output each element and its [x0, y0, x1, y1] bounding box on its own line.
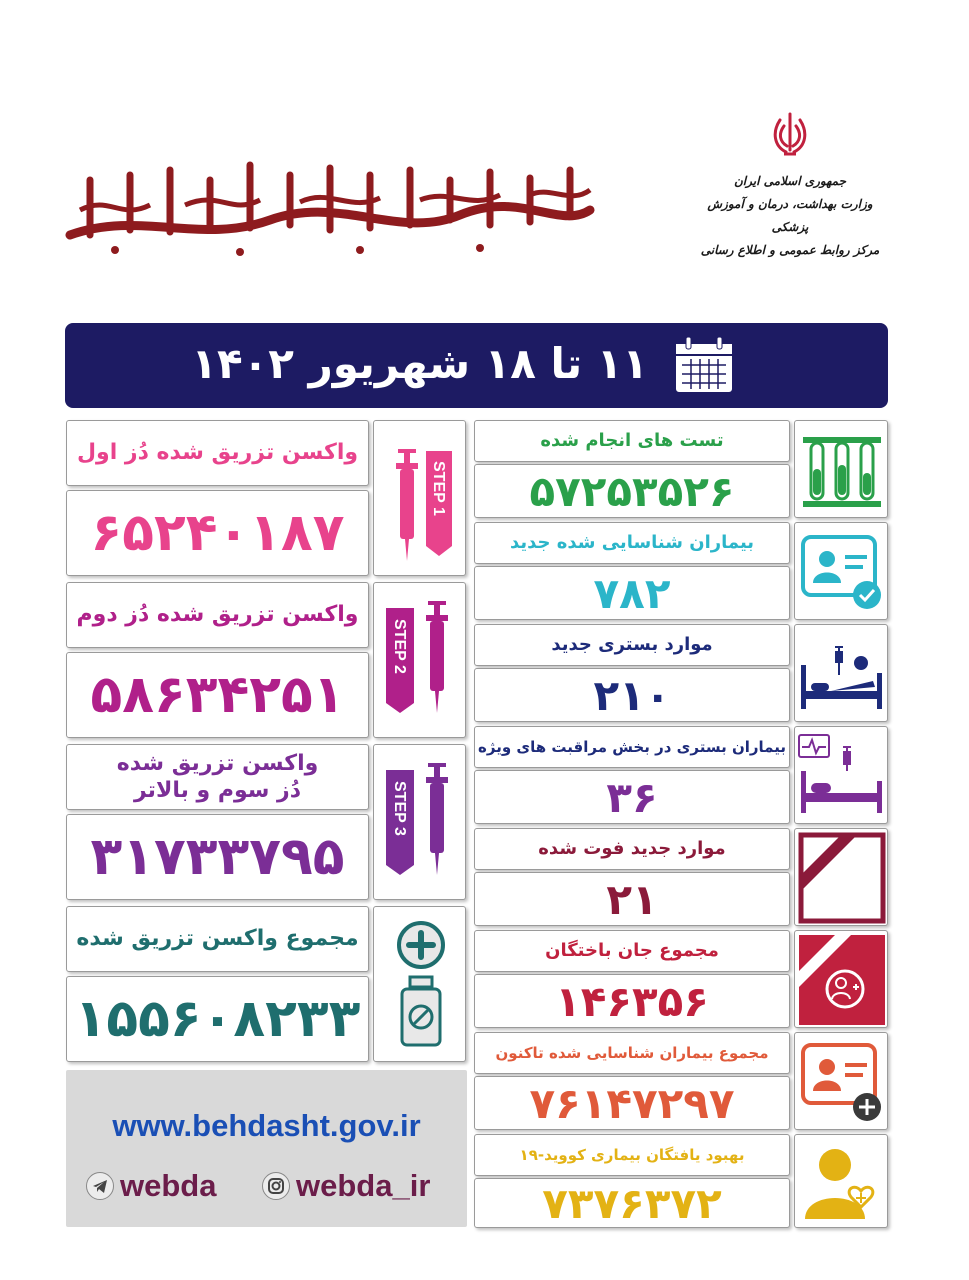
vaccine-dose3-label-line1: واکسن تزریق شده [116, 750, 319, 776]
instagram-icon [262, 1172, 290, 1200]
stat-hospitalized-value: ۲۱۰ [474, 668, 790, 722]
step2-text: STEP 2 [391, 619, 408, 674]
patient-id-plus-icon [795, 1033, 889, 1131]
stat-total-deaths-icon-box [794, 930, 888, 1028]
stat-new-cases-icon-box [794, 522, 888, 620]
telegram-handle[interactable] [86, 1168, 216, 1204]
telegram-handle-text: webda [120, 1168, 217, 1203]
stat-tests-label [474, 420, 790, 462]
instagram-handle-text: webda_ir [296, 1168, 431, 1203]
stat-hospitalized-label [474, 624, 790, 666]
test-tubes-icon [795, 421, 889, 519]
stat-recovered-label [474, 1134, 790, 1176]
stat-recovered-icon-box [794, 1134, 888, 1228]
calendar-icon [672, 335, 738, 397]
footer-contact [66, 1070, 467, 1227]
stat-tests-value: ۵۷۲۵۳۵۲۶ [474, 464, 790, 518]
stat-total-cases-value: ۷۶۱۴۷۲۹۷ [474, 1076, 790, 1130]
vaccine-dose1-value: ۶۵۲۴۰۱۸۷ [66, 490, 369, 576]
stat-new-deaths-icon-box [794, 828, 888, 926]
ministry-line-3: مرکز روابط عمومی و اطلاع رسانی [700, 243, 880, 257]
stat-hospitalized-label-text: موارد بستری جدید [551, 633, 713, 655]
calligraphy-logo [60, 150, 600, 270]
syringe-icon [374, 421, 467, 577]
mourning-ribbon-icon [795, 829, 889, 927]
stat-icu-label-text: بیماران بستری در بخش مراقبت های ویژه [478, 737, 786, 756]
stat-total-deaths-label [474, 930, 790, 972]
step1-badge [373, 420, 466, 576]
ministry-line-2: وزارت بهداشت، درمان و آموزش پزشکی [707, 197, 873, 234]
stat-recovered-label-text: بهبود یافتگان بیماری کووید-۱۹ [519, 1145, 745, 1164]
vaccine-dose3-value: ۳۱۷۳۳۷۹۵ [66, 814, 369, 900]
stat-total-cases-label [474, 1032, 790, 1074]
ministry-line-1: جمهوری اسلامی ایران [733, 174, 847, 188]
vaccine-dose2-label: واکسن تزریق شده دُز دوم [66, 582, 369, 648]
icu-bed-icon [795, 727, 889, 825]
vaccine-vial-icon [374, 907, 467, 1063]
stat-new-deaths-label-text: موارد جدید فوت شده [538, 837, 726, 859]
step3-badge [373, 744, 466, 900]
instagram-handle[interactable] [262, 1168, 430, 1204]
ministry-logo [690, 110, 890, 275]
vaccine-dose2-value: ۵۸۶۳۴۲۵۱ [66, 652, 369, 738]
step1-text: STEP 1 [430, 461, 447, 516]
patient-id-check-icon [795, 523, 889, 621]
date-banner [65, 323, 888, 408]
stat-tests-label-text: تست های انجام شده [540, 429, 724, 451]
step2-badge [373, 582, 466, 738]
iran-emblem-icon [768, 110, 812, 160]
step3-text: STEP 3 [391, 781, 408, 836]
syringe-icon [374, 583, 467, 739]
stat-total-deaths-label-text: مجموع جان باختگان [545, 939, 719, 961]
stat-hospitalized-icon-box [794, 624, 888, 722]
stat-new-cases-label [474, 522, 790, 564]
vaccine-dose1-label: واکسن تزریق شده دُز اول [66, 420, 369, 486]
vaccine-dose3-label-line2: دُز سوم و بالاتر [134, 778, 302, 803]
vaccine-total-label: مجموع واکسن تزریق شده [66, 906, 369, 972]
stat-total-deaths-value: ۱۴۶۳۵۶ [474, 974, 790, 1028]
date-range: ۱۱ تا ۱۸ شهریور ۱۴۰۲ [191, 339, 648, 388]
vaccine-dose3-label [66, 744, 369, 810]
hospital-bed-icon [795, 625, 889, 723]
deceased-person-icon [795, 931, 889, 1029]
stat-recovered-value: ۷۳۷۶۳۷۲ [474, 1178, 790, 1228]
stat-total-cases-label-text: مجموع بیماران شناسایی شده تاکنون [495, 1043, 769, 1062]
website-link[interactable]: www.behdasht.gov.ir [112, 1108, 421, 1143]
stat-new-cases-label-text: بیماران شناسایی شده جدید [509, 531, 755, 553]
stat-tests-icon-box [794, 420, 888, 518]
telegram-icon [86, 1172, 114, 1200]
stat-new-cases-value: ۷۸۲ [474, 566, 790, 620]
syringe-icon [374, 745, 467, 901]
stat-icu-value: ۳۶ [474, 770, 790, 824]
stat-new-deaths-value: ۲۱ [474, 872, 790, 926]
recovered-person-icon [795, 1135, 889, 1229]
vaccine-total-badge [373, 906, 466, 1062]
stat-icu-label [474, 726, 790, 768]
stat-total-cases-icon-box [794, 1032, 888, 1130]
stat-icu-icon-box [794, 726, 888, 824]
stat-new-deaths-label [474, 828, 790, 870]
vaccine-total-value: ۱۵۵۶۰۸۲۳۳ [66, 976, 369, 1062]
